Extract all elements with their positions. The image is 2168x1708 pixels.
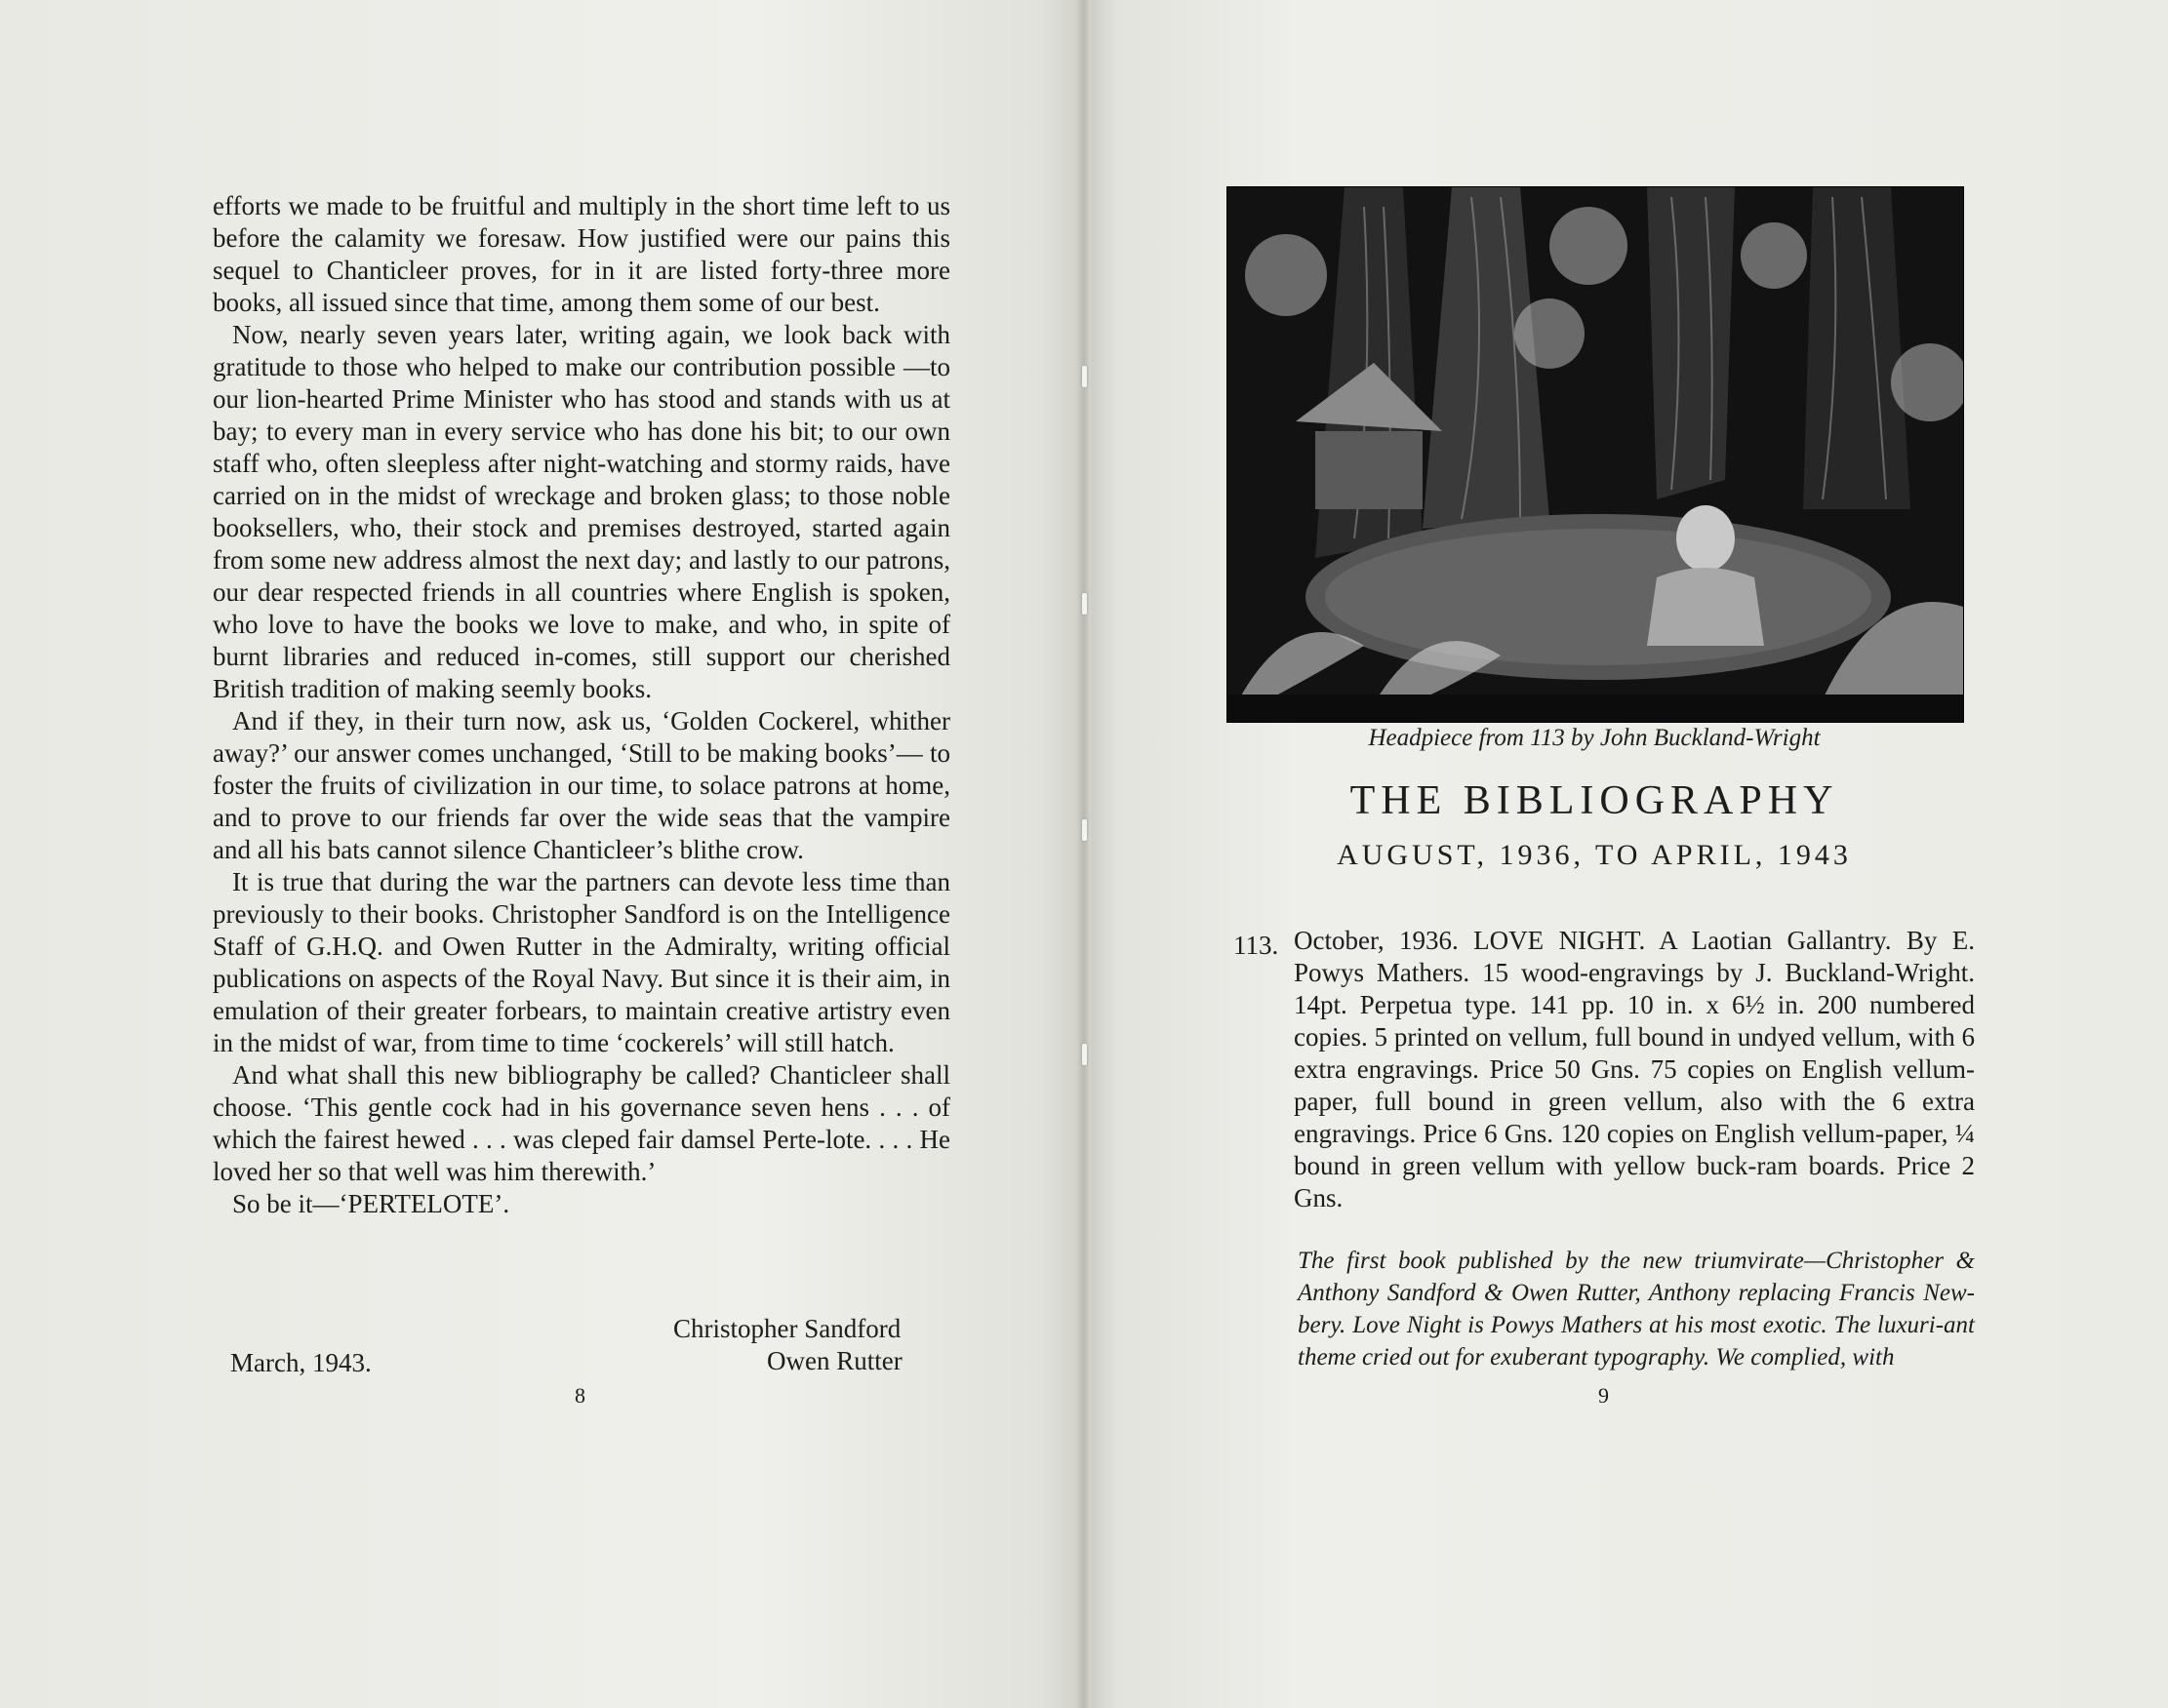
entry-number: 113. (1233, 931, 1279, 960)
paragraph: efforts we made to be fruitful and multiply in the short time left to us before the calamity we foresaw. How justified were our pains this sequel to Chanticleer proves, for in it are listed forty-three more books, all issued since that time, among them some of our best. (213, 191, 950, 317)
headpiece-engraving (1226, 186, 1964, 723)
binding-stitch (1082, 593, 1087, 615)
binding-stitch (1082, 1044, 1087, 1065)
page-number-left: 8 (575, 1383, 585, 1408)
page-number-right: 9 (1598, 1383, 1609, 1408)
paragraph: And what shall this new bibliography be called? Chanticleer shall choose. ‘This gentle cock had in his governance seven hens . . . of which the fairest hewed . . . was cleped fair damsel Perte-lote. . . . He loved her so that well was him therewith.’ (213, 1060, 950, 1186)
binding-stitch (1082, 366, 1087, 387)
entry-note: The first book published by the new triumvirate—Christopher & Anthony Sandford & Owen Rutter, Anthony replacing Francis New-bery. Love Night is Powys Mathers at his most exotic. The luxuri-ant theme cried out for exuberant typography. We complied, with (1298, 1248, 1975, 1370)
bibliography-subtitle: AUGUST, 1936, TO APRIL, 1943 (1337, 839, 1852, 871)
bibliography-title: THE BIBLIOGRAPHY (1349, 778, 1839, 823)
paragraph: Now, nearly seven years later, writing again, we look back with gratitude to those who helped to make our contribution possible —to our lion-hearted Prime Minister who has stood and stands with us at bay; to every man in every service who has done his bit; to our own staff who, often sleepless after night-watching and stormy raids, have carried on in the midst of wreckage and broken glass; to those noble booksellers, who, their stock and premises destroyed, started again from some new address almost the next day; and lastly to our patrons, our dear respected friends in all countries where English is spoken, who love to have the books we love to make, and who, in spite of burnt libraries and reduced in-comes, still support our cherished British tradition of making seemly books. (213, 320, 950, 703)
signature-sandford: Christopher Sandford (673, 1314, 902, 1343)
binding-stitch (1082, 819, 1087, 841)
engraving-image (1227, 187, 1963, 722)
signature-rutter: Owen Rutter (767, 1346, 903, 1375)
date-line: March, 1943. (230, 1348, 372, 1377)
paragraph: And if they, in their turn now, ask us, ‘Golden Cockerel, whither away?’ our answer comes unchanged, ‘Still to be making books’— to foster the fruits of civilization in our time, to solace patrons at home, and to prove to our friends far over the wide seas that the vampire and all his bats cannot silence Chanticleer’s blithe crow. (213, 706, 950, 864)
left-text-column (213, 190, 950, 1220)
book-gutter (1077, 0, 1091, 1708)
paragraph: So be it—‘PERTELOTE’. (232, 1189, 510, 1218)
headpiece-caption: Headpiece from 113 by John Buckland-Wright (1368, 725, 1821, 751)
paragraph: It is true that during the war the partners can devote less time than previously to their books. Christopher Sandford is on the Intelligence Staff of G.H.Q. and Owen Rutter in the Admiralty, writing official publications on aspects of the Royal Navy. But since it is their aim, in emulation of their greater forbears, to maintain creative artistry even in the midst of war, from time to time ‘cockerels’ will still hatch. (213, 867, 950, 1057)
entry-text: October, 1936. LOVE NIGHT. A Laotian Gallantry. By E. Powys Mathers. 15 wood-engravings by J. Buckland-Wright. 14pt. Perpetua type. 141 pp. 10 in. x 6½ in. 200 numbered copies. 5 printed on vellum, full bound in undyed vellum, with 6 extra engravings. Price 50 Gns. 75 copies on English vellum-paper, full bound in green vellum, also with the 6 extra engravings. Price 6 Gns. 120 copies on English vellum-paper, ¼ bound in green vellum with yellow buck-ram boards. Price 2 Gns. (1294, 926, 1975, 1212)
